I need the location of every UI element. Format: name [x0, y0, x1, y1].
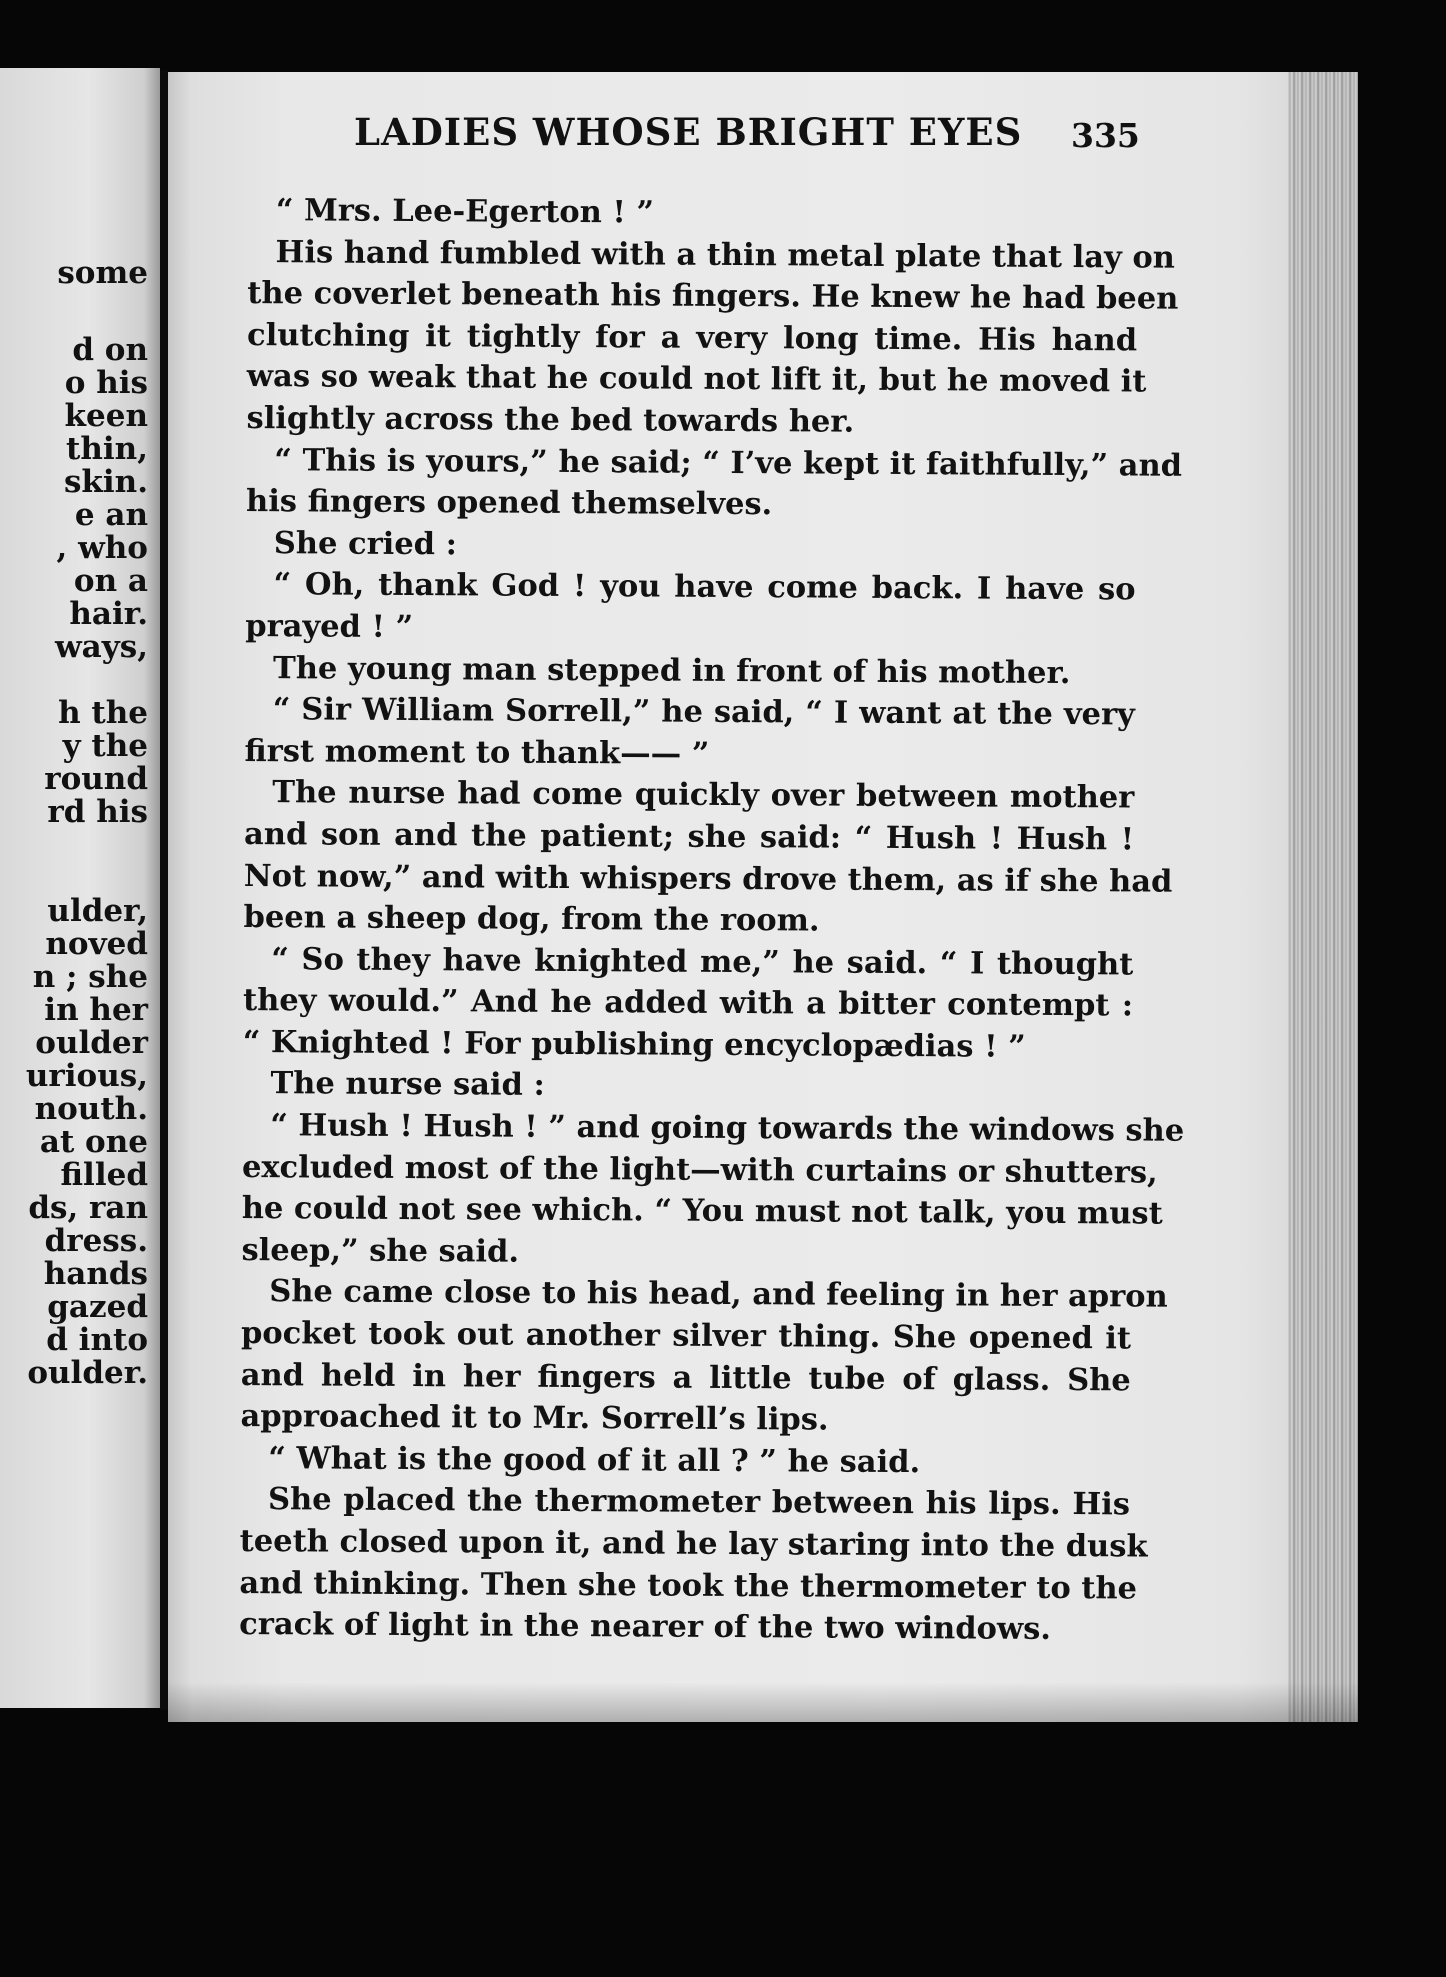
- text-line: he could not see which. “ You must not talk, you must: [241, 1190, 1163, 1232]
- text-line: was so weak that he could not lift it, but he moved it: [246, 358, 1147, 400]
- left-page-line: round: [44, 761, 148, 797]
- text-line: pocket took out another silver thing. She opened it: [240, 1315, 1132, 1357]
- text-line: prayed ! ”: [245, 607, 414, 645]
- text-line: and held in her fingers a little tube of glass. She: [240, 1356, 1131, 1399]
- page-edge: [1288, 72, 1358, 1722]
- left-page-line: in her: [44, 992, 148, 1028]
- text-line: approached it to Mr. Sorrell’s lips.: [240, 1398, 829, 1438]
- running-head: LADIES WHOSE BRIGHT EYES: [354, 110, 1023, 154]
- left-page-line: o his: [64, 365, 148, 401]
- page-body-text: [239, 190, 1185, 1651]
- left-page-line: y the: [62, 728, 148, 764]
- text-line: teeth closed upon it, and he lay staring into the dusk: [239, 1522, 1148, 1565]
- left-page-line: ways,: [54, 629, 148, 665]
- text-line: his fingers opened themselves.: [245, 483, 773, 523]
- left-page-line: hair.: [69, 596, 148, 632]
- left-page-line: e an: [74, 497, 148, 533]
- text-line: been a sheep dog, from the room.: [243, 899, 820, 939]
- text-line: His hand fumbled with a thin metal plate that lay on: [275, 233, 1176, 276]
- text-line: The nurse said :: [270, 1065, 545, 1104]
- left-page-line: oulder.: [27, 1355, 148, 1391]
- text-line: and son and the patient; she said: “ Hush ! Hush !: [243, 815, 1135, 858]
- left-page-line: ulder,: [47, 893, 148, 929]
- text-line: excluded most of the light—with curtains or shutters,: [241, 1148, 1158, 1191]
- left-page-line: filled: [60, 1157, 148, 1193]
- left-page-line: urious,: [25, 1058, 148, 1094]
- text-line: first moment to thank—— ”: [244, 732, 710, 772]
- text-line: She came close to his head, and feeling in her apron: [269, 1273, 1168, 1316]
- left-page-line: rd his: [47, 794, 148, 830]
- text-line: The young man stepped in front of his mother.: [272, 649, 1071, 691]
- text-line: “ So they have knighted me,” he said. “ I thought: [271, 940, 1134, 983]
- left-page-line: at one: [39, 1124, 148, 1160]
- text-line: She cried :: [273, 524, 458, 563]
- text-line: “ What is the good of it all ? ” he said.: [268, 1439, 921, 1480]
- text-line: “ This is yours,” he said; “ I’ve kept it faithfully,” and: [274, 441, 1183, 484]
- text-line: “ Knighted ! For publishing encyclopædias ! ”: [242, 1023, 1026, 1065]
- left-page-line: on a: [73, 563, 148, 599]
- left-page-line: , who: [56, 530, 148, 566]
- left-page-line: thin,: [66, 431, 148, 467]
- text-line: The nurse had come quickly over between mother: [272, 774, 1135, 816]
- text-line: slightly across the bed towards her.: [246, 399, 855, 440]
- text-line: She placed the thermometer between his lips. His: [267, 1481, 1131, 1523]
- left-page-line: skin.: [63, 464, 148, 500]
- page-shadow: [168, 1682, 1358, 1722]
- left-page-line: h the: [58, 695, 148, 731]
- text-line: “ Oh, thank God ! you have come back. I have so: [273, 566, 1136, 608]
- left-page-line: oulder: [35, 1025, 148, 1061]
- page-number: 335: [1071, 116, 1140, 155]
- left-page-line: gazed: [47, 1289, 148, 1325]
- left-page-line: dress.: [44, 1223, 148, 1259]
- left-page-line: n ; she: [32, 959, 148, 995]
- left-page-line: some: [57, 255, 148, 291]
- page-header: [182, 110, 1140, 160]
- text-line: they would.” And he added with a bitter contempt :: [242, 982, 1134, 1024]
- text-line: crack of light in the nearer of the two windows.: [239, 1606, 1052, 1648]
- text-line: the coverlet beneath his fingers. He knew he had been: [247, 275, 1179, 317]
- left-facing-page: [0, 68, 160, 1708]
- left-page-line: hands: [43, 1256, 148, 1292]
- text-line: sleep,” she said.: [241, 1231, 520, 1270]
- book-gutter: [160, 70, 168, 1710]
- text-line: clutching it tightly for a very long time. His hand: [247, 316, 1138, 359]
- text-line: “ Mrs. Lee-Egerton ! ”: [275, 192, 655, 231]
- left-page-line: noved: [45, 926, 148, 962]
- left-page-line: nouth.: [34, 1091, 148, 1127]
- text-line: Not now,” and with whispers drove them, as if she had: [243, 857, 1173, 900]
- text-line: “ Hush ! Hush ! ” and going towards the windows she: [270, 1107, 1185, 1149]
- left-page-line: ds, ran: [28, 1190, 148, 1226]
- left-page-line: d on: [72, 332, 148, 368]
- text-line: “ Sir William Sorrell,” he said, “ I want at the very: [272, 691, 1135, 733]
- left-page-line: d into: [46, 1322, 148, 1358]
- left-page-line: keen: [64, 398, 148, 434]
- text-line: and thinking. Then she took the thermometer to the: [239, 1564, 1138, 1607]
